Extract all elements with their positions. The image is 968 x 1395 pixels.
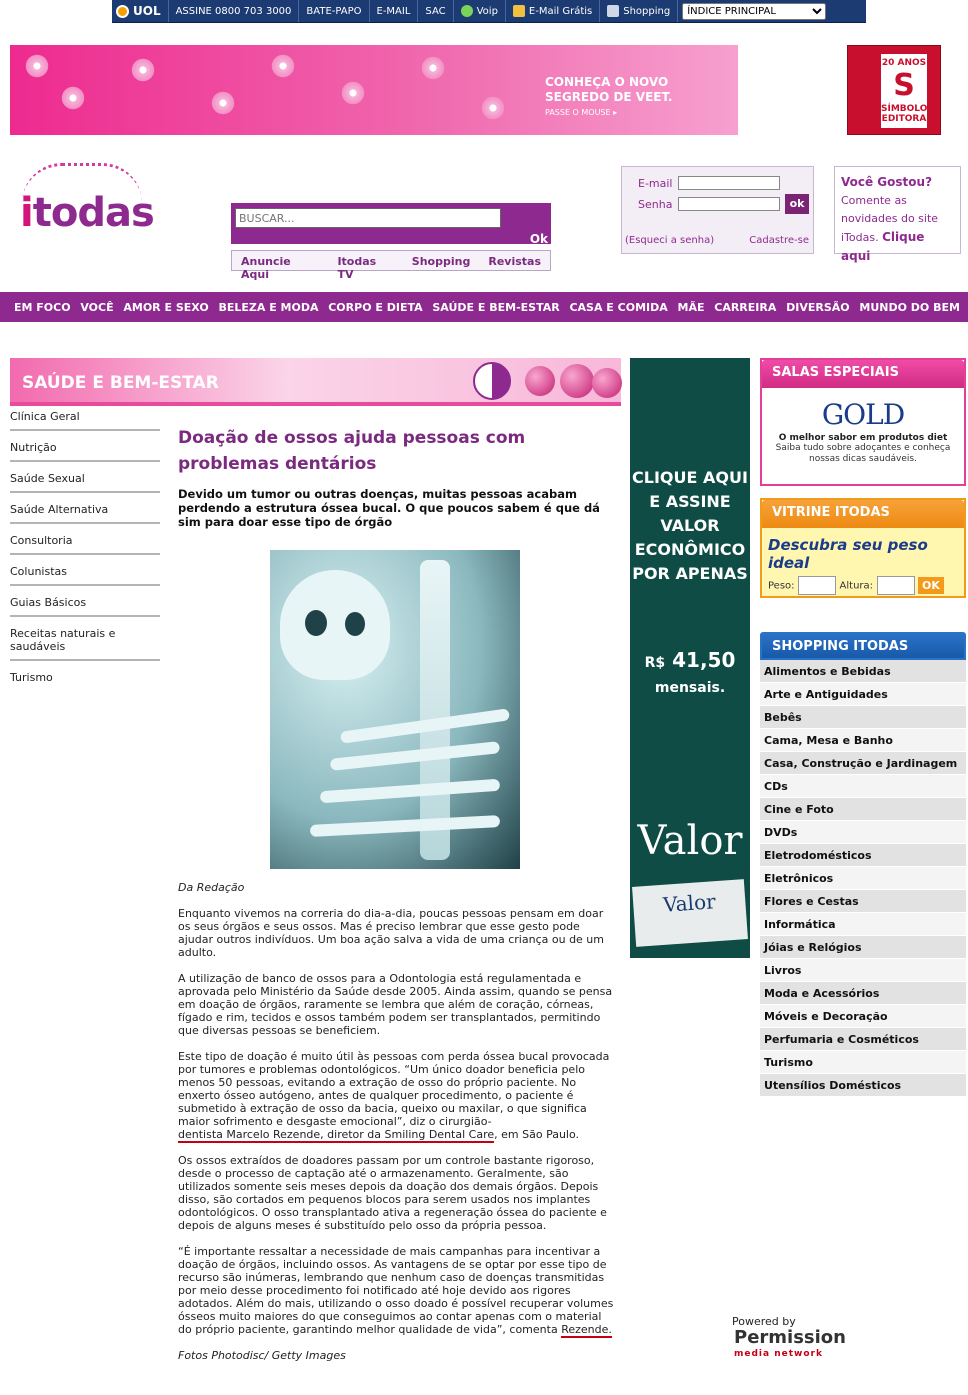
article-paragraph	[178, 1245, 614, 1336]
logo-i: i	[20, 190, 33, 236]
simbolo-ad[interactable]	[847, 45, 941, 135]
cart-icon	[607, 5, 619, 17]
skull-shape	[280, 570, 390, 680]
shopping-item[interactable]: Eletrônicos	[760, 867, 966, 890]
email-field[interactable]	[678, 176, 780, 190]
menu-item[interactable]: Receitas naturais e saudáveis	[10, 625, 160, 661]
shopping-link[interactable]	[600, 0, 678, 22]
article-header	[178, 425, 614, 529]
shopping-item[interactable]: DVDs	[760, 821, 966, 844]
flower-decoration	[60, 85, 86, 111]
menu-item[interactable]: Consultoria	[10, 532, 160, 555]
simbolo-mark: S	[893, 68, 915, 103]
email-gratis-link[interactable]	[506, 0, 600, 22]
salas-title: SALAS ESPECIAIS	[762, 360, 964, 388]
spine-shape	[420, 560, 450, 860]
indice-select[interactable]	[682, 3, 826, 20]
valor-price-value: 41,50	[672, 648, 736, 672]
eye-socket-shape	[345, 612, 365, 636]
flower-decoration	[130, 57, 156, 83]
uol-logo[interactable]	[112, 0, 169, 22]
email-gratis-label: E-Mail Grátis	[528, 5, 593, 17]
gostou-link[interactable]: Clique aqui	[841, 230, 925, 263]
rib-shape	[320, 779, 500, 804]
flower-decoration	[270, 53, 296, 79]
voip-label: Voip	[476, 5, 498, 17]
banner-text	[545, 75, 672, 120]
article-paragraph	[178, 1050, 614, 1141]
valor-ad[interactable]	[630, 358, 750, 958]
article-lead: Devido um tumor ou outras doenças, muitas pessoas acabam perdendo a estrutura óssea bucal. O que poucos sabem é que dá sim para doar esse tipo de órgão	[178, 487, 600, 529]
menu-item[interactable]: Turismo	[10, 671, 53, 684]
shopping-item[interactable]: Jóias e Relógios	[760, 936, 966, 959]
paragraph-text: Este tipo de doação é muito útil às pessoas com perda óssea bucal provocada por tumores e problemas odontológicos. “Um único doador beneficia pelo menos 50 pessoas, evitando a extração de osso do próprio paciente. No enxerto ósseo autógeno, antes de qualquer procedimento, o paciente é submetido à extração de osso da bacia, queixo ou maxilar, o que significa maior sofrimento e desgaste emocional”, diz o cirurgião-	[178, 1050, 610, 1128]
nav-voce[interactable]: VOCÊ	[80, 300, 114, 314]
search-button[interactable]: Ok	[529, 232, 548, 246]
shopping-item[interactable]: Eletrodomésticos	[760, 844, 966, 867]
nav-saude[interactable]: SAÚDE E BEM-ESTAR	[432, 300, 560, 314]
permission-sub: media network	[734, 1349, 823, 1359]
menu-item[interactable]: Nutrição	[10, 439, 160, 462]
shopping-item[interactable]: Cine e Foto	[760, 798, 966, 821]
paragraph-text: , em São Paulo.	[494, 1128, 580, 1141]
highlighted-quote-source: dentista Marcelo Rezende, diretor da Smiling Dental Care	[178, 1128, 495, 1141]
valor-newspaper: Valor	[632, 879, 748, 947]
envelope-icon	[513, 5, 525, 17]
email-label: E-mail	[638, 177, 673, 190]
menu-item[interactable]: Colunistas	[10, 563, 160, 586]
shopping-label: Shopping	[623, 5, 671, 17]
menu-item[interactable]: Saúde Sexual	[10, 470, 160, 493]
shopping-title: SHOPPING ITODAS	[760, 632, 966, 660]
senha-label: Senha	[638, 198, 673, 211]
vitrine-title: VITRINE ITODAS	[762, 500, 964, 528]
banner-line3: PASSE O MOUSE ▸	[545, 108, 618, 117]
permission-brand: Permission	[734, 1327, 846, 1348]
shopping-item[interactable]: Bebês	[760, 706, 966, 729]
register-link[interactable]: Cadastre-se	[749, 235, 809, 246]
permission-logo[interactable]	[734, 1327, 846, 1362]
altura-input[interactable]	[877, 576, 915, 595]
valor-logo: Valor	[637, 818, 743, 864]
shopping-item[interactable]: Cama, Mesa e Banho	[760, 729, 966, 752]
banner-line1: CONHEÇA O NOVO	[545, 75, 669, 89]
email-link[interactable]: E-MAIL	[370, 0, 419, 22]
highlighted-name: Rezende.	[561, 1323, 612, 1336]
valor-ad-text: CLIQUE AQUI E ASSINE VALOR ECONÔMICO POR APENAS	[632, 468, 748, 583]
sac-link[interactable]: SAC	[418, 0, 453, 22]
gostou-box	[834, 166, 961, 263]
shopping-item[interactable]: Arte e Antiguidades	[760, 683, 966, 706]
section-header	[10, 358, 621, 406]
nav-mundo-do-bem[interactable]: MUNDO DO BEM	[859, 300, 960, 314]
altura-label: Altura:	[839, 580, 874, 592]
article-paragraph: A utilização de banco de ossos para a Odontologia está regulamentada e aprovada pelo Ministério da Saúde desde 2005. Ainda assim, quando se pensa em doação de órgãos, raramente se lembra que além de coração, córneas, fígado e rim, tecidos e ossos também podem ser transplantados, permitindo que diversas pessoas se beneficiem.	[178, 972, 613, 1037]
uol-top-bar	[112, 0, 866, 23]
menu-item[interactable]: Clínica Geral	[10, 408, 160, 431]
flower-decoration	[420, 55, 446, 81]
assine-link[interactable]: ASSINE 0800 703 3000	[169, 0, 300, 22]
forgot-password-link[interactable]: (Esqueci a senha)	[625, 235, 715, 246]
article-byline: Da Redação	[178, 881, 245, 894]
shopping-item[interactable]: Alimentos e Bebidas	[760, 660, 966, 683]
shopping-item[interactable]: Móveis e Decoração	[760, 1005, 966, 1028]
section-title: SAÚDE E BEM-ESTAR	[22, 373, 219, 393]
gostou-text: Comente as novidades do site iTodas.	[841, 194, 939, 244]
logo-rest: todas	[32, 190, 154, 236]
nav-casa-e-comida[interactable]: CASA E COMIDA	[569, 300, 668, 314]
article-paragraph: Os ossos extraídos de doadores passam por um controle bastante rigoroso, desde o processo de captação até o armazenamento. Geralmente, são utilizados somente seis meses depois da doação dos demais órgãos. Depois disso, são cortados em pequenos blocos para serem usados nos implantes odontológicos. O osso transplantado ativa a regeneração óssea do paciente e depois de alguns meses é substituído pelo osso da própria pessoa.	[178, 1154, 607, 1232]
rib-shape	[330, 741, 500, 771]
flower-decoration	[340, 80, 366, 106]
rib-shape	[310, 815, 500, 837]
senha-field[interactable]	[678, 197, 780, 211]
flower-decoration	[480, 95, 506, 121]
peso-ok-button[interactable]: OK	[918, 577, 944, 594]
fruit-decoration	[560, 364, 594, 398]
nav-beleza-e-moda[interactable]: BELEZA E MODA	[218, 300, 319, 314]
nav-em-foco[interactable]: EM FOCO	[14, 300, 71, 314]
article-paragraph: Enquanto vivemos na correria do dia-a-dia, poucas pessoas pensam em doar os seus órgãos e seus ossos. Mas é preciso lembrar que esse gesto pode ajudar outros indivíduos. Um boa ação salva a vida de uma criança ou de um adulto.	[178, 907, 604, 959]
fruit-decoration	[525, 366, 555, 396]
nav-corpo-e-dieta[interactable]: CORPO E DIETA	[328, 300, 423, 314]
link-itodas-tv[interactable]: Itodas TV	[337, 255, 377, 281]
gold-description: Saiba tudo sobre adoçantes e conheça nossas dicas saudáveis.	[775, 443, 951, 464]
peso-ideal-widget	[762, 528, 964, 596]
nav-diversao[interactable]: DIVERSÃO	[786, 300, 850, 314]
simbolo-years: 20 ANOS	[881, 58, 927, 68]
valor-price	[630, 648, 750, 672]
login-button[interactable]: ok	[785, 194, 809, 214]
main-nav	[0, 292, 968, 322]
nav-amor-e-sexo[interactable]: AMOR E SEXO	[123, 300, 209, 314]
nav-carreira[interactable]: CARREIRA	[714, 300, 777, 314]
shopping-item[interactable]: Perfumaria e Cosméticos	[760, 1028, 966, 1051]
search-box	[231, 203, 551, 244]
shopping-item[interactable]: Livros	[760, 959, 966, 982]
link-anuncie[interactable]: Anuncie Aqui	[241, 255, 291, 281]
search-input[interactable]	[235, 208, 501, 228]
simbolo-name: SÍMBOLO	[881, 104, 928, 114]
vitrine-box	[760, 498, 966, 598]
shopping-item[interactable]: Informática	[760, 913, 966, 936]
nav-mae[interactable]: MÃE	[677, 300, 705, 314]
uol-logo-icon	[116, 5, 129, 18]
left-menu	[10, 408, 160, 698]
shopping-item[interactable]: Moda e Acessórios	[760, 982, 966, 1005]
eye-socket-shape	[305, 610, 327, 636]
banner-line2: SEGREDO DE VEET.	[545, 90, 673, 104]
valor-period: mensais.	[654, 680, 726, 696]
site-logo[interactable]	[20, 190, 154, 236]
peso-label: Peso:	[768, 580, 795, 592]
shopping-item[interactable]: Turismo	[760, 1051, 966, 1074]
link-revistas[interactable]: Revistas	[488, 255, 541, 268]
flower-decoration	[24, 53, 50, 79]
shopping-box	[760, 632, 966, 1100]
peso-ideal-headline: Descubra seu peso ideal	[768, 536, 928, 572]
powered-by-label: Powered by	[732, 1315, 796, 1328]
fruit-decoration	[592, 368, 622, 398]
veet-banner[interactable]	[10, 45, 738, 135]
photo-credit: Fotos Photodisc/ Getty Images	[178, 1349, 346, 1362]
shopping-item[interactable]: CDs	[760, 775, 966, 798]
phone-icon	[461, 5, 473, 17]
simbolo-editora: EDITORA	[881, 114, 927, 124]
flower-decoration	[210, 90, 236, 116]
yin-yang-icon	[473, 362, 511, 400]
gold-tagline: O melhor sabor em produtos diet	[778, 433, 948, 443]
peso-input[interactable]	[798, 576, 836, 595]
shopping-item[interactable]: Flores e Cestas	[760, 890, 966, 913]
shopping-item[interactable]: Utensílios Domésticos	[760, 1074, 966, 1097]
gold-logo[interactable]: GOLD	[821, 398, 905, 431]
login-box	[621, 166, 814, 254]
uol-logo-text: UOL	[133, 4, 161, 18]
shopping-item[interactable]: Casa, Construção e Jardinagem	[760, 752, 966, 775]
valor-currency: R$	[644, 655, 666, 671]
article-headline: Doação de ossos ajuda pessoas com problemas dentários	[178, 428, 526, 474]
batepapo-link[interactable]: BATE-PAPO	[299, 0, 369, 22]
gostou-title: Você Gostou?	[841, 175, 933, 189]
sub-links	[231, 250, 551, 281]
paragraph-text: “É importante ressaltar a necessidade de mais campanhas para incentivar a doação de órgãos, incluindo ossos. As vantagens de se optar por esse tipo de recurso são inúmeras, lembrando que nenhum caso de doenças transmitidas por meio desse procedimento foi notificado até hoje devido aos rigores adotados. Além do mais, utilizando o osso doado é possível recuperar volumes ósseos muito maiores do que conseguimos ao contar apenas com o material do próprio paciente, garantindo melhor qualidade de vida”, comenta	[178, 1245, 614, 1336]
menu-item[interactable]: Guias Básicos	[10, 594, 160, 617]
salas-especiais-box	[760, 358, 966, 486]
skeleton-photo	[270, 550, 520, 869]
article-body	[178, 881, 614, 1375]
link-shopping[interactable]: Shopping	[411, 255, 471, 268]
simbolo-logo	[881, 54, 927, 128]
voip-link[interactable]	[454, 0, 506, 22]
menu-item[interactable]: Saúde Alternativa	[10, 501, 160, 524]
